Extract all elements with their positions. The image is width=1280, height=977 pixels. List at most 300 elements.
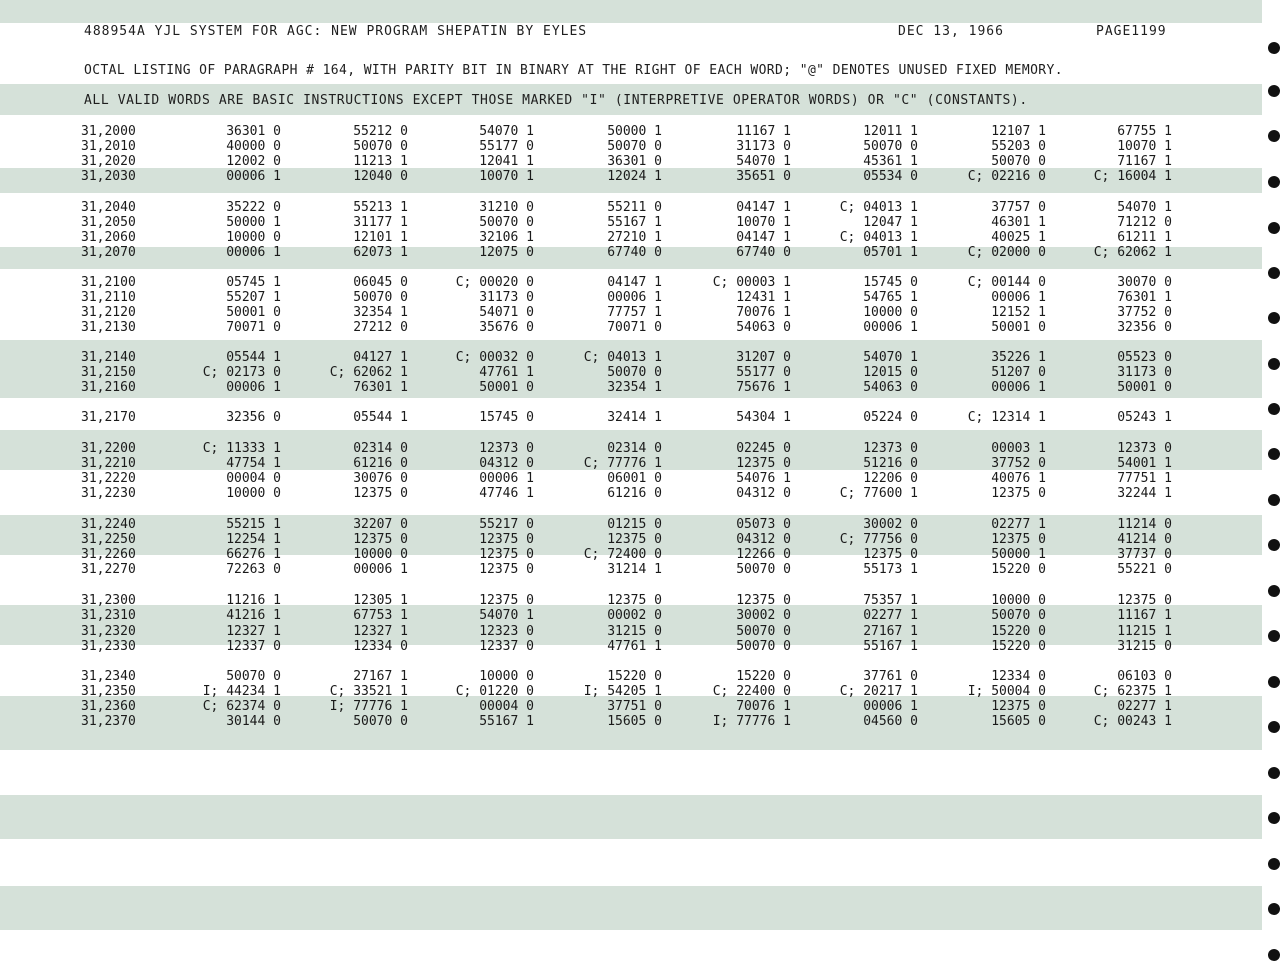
octal-word: 40076 1	[991, 471, 1046, 486]
octal-word: 11216 1	[226, 593, 281, 608]
octal-word: 00006 1	[226, 245, 281, 260]
octal-word: 10070 1	[479, 169, 534, 184]
octal-word: 00004 0	[226, 471, 281, 486]
octal-word: 50070 0	[736, 624, 791, 639]
octal-word: 00003 1	[991, 441, 1046, 456]
address: 31,2330	[81, 639, 136, 654]
octal-word: 12373 0	[863, 441, 918, 456]
octal-word: 71212 0	[1117, 215, 1172, 230]
listing-row	[0, 486, 1260, 501]
octal-word: 46301 1	[991, 215, 1046, 230]
octal-word: 41216 1	[226, 608, 281, 623]
octal-word: 00006 1	[991, 380, 1046, 395]
octal-word: C; 62374 0	[202, 699, 281, 714]
address: 31,2250	[81, 532, 136, 547]
octal-word: 10000 0	[991, 593, 1046, 608]
address: 31,2350	[81, 684, 136, 699]
octal-word: 00002 0	[607, 608, 662, 623]
address: 31,2140	[81, 350, 136, 365]
feed-hole	[1268, 267, 1280, 279]
octal-word: 50070 0	[479, 215, 534, 230]
feed-hole	[1268, 630, 1280, 642]
octal-word: 04127 1	[353, 350, 408, 365]
feed-hole	[1268, 812, 1280, 824]
octal-word: 72263 0	[226, 562, 281, 577]
octal-word: 54070 1	[479, 124, 534, 139]
octal-word: 12431 1	[736, 290, 791, 305]
address: 31,2130	[81, 320, 136, 335]
header-date: DEC 13, 1966	[898, 24, 1004, 39]
octal-word: 50001 0	[1117, 380, 1172, 395]
address: 31,2120	[81, 305, 136, 320]
address: 31,2170	[81, 410, 136, 425]
octal-word: 31173 0	[479, 290, 534, 305]
octal-word: 67753 1	[353, 608, 408, 623]
octal-word: 12375 0	[736, 593, 791, 608]
listing-row	[0, 320, 1260, 335]
address: 31,2150	[81, 365, 136, 380]
octal-word: 50001 0	[226, 305, 281, 320]
octal-word: 12101 1	[353, 230, 408, 245]
feed-hole	[1268, 130, 1280, 142]
octal-word: 12040 0	[353, 169, 408, 184]
octal-word: 10000 0	[479, 669, 534, 684]
octal-word: 54071 0	[479, 305, 534, 320]
octal-word: 55207 1	[226, 290, 281, 305]
octal-word: 32106 1	[479, 230, 534, 245]
octal-word: 31173 0	[736, 139, 791, 154]
octal-word: 50070 0	[736, 562, 791, 577]
address: 31,2000	[81, 124, 136, 139]
octal-word: 12011 1	[863, 124, 918, 139]
listing-row	[0, 714, 1260, 729]
octal-word: 00006 1	[607, 290, 662, 305]
octal-word: 50070 0	[353, 290, 408, 305]
octal-word: 47754 1	[226, 456, 281, 471]
octal-word: 06045 0	[353, 275, 408, 290]
octal-word: 12375 0	[353, 486, 408, 501]
octal-word: 12375 0	[607, 532, 662, 547]
octal-word: 54070 1	[479, 608, 534, 623]
octal-word: 12327 1	[353, 624, 408, 639]
octal-word: 70071 0	[226, 320, 281, 335]
octal-word: C; 11333 1	[202, 441, 281, 456]
listing-row	[0, 124, 1260, 139]
octal-word: 11214 0	[1117, 517, 1172, 532]
octal-word: 55167 1	[479, 714, 534, 729]
octal-word: 67740 0	[736, 245, 791, 260]
octal-word: 55221 0	[1117, 562, 1172, 577]
octal-word: 06001 0	[607, 471, 662, 486]
octal-word: 11215 1	[1117, 624, 1172, 639]
address: 31,2320	[81, 624, 136, 639]
listing-row	[0, 305, 1260, 320]
octal-word: 11167 1	[736, 124, 791, 139]
octal-word: 31177 1	[353, 215, 408, 230]
octal-word: 50070 0	[607, 139, 662, 154]
octal-word: 50000 1	[991, 547, 1046, 562]
octal-word: 27212 0	[353, 320, 408, 335]
paper-band	[0, 886, 1262, 930]
octal-word: 61216 0	[607, 486, 662, 501]
octal-word: 32356 0	[1117, 320, 1172, 335]
octal-word: 37752 0	[991, 456, 1046, 471]
octal-word: C; 62375 1	[1093, 684, 1172, 699]
octal-word: 00006 1	[479, 471, 534, 486]
listing-row	[0, 608, 1260, 623]
octal-word: 47761 1	[607, 639, 662, 654]
octal-word: I; 50004 0	[967, 684, 1046, 699]
octal-word: 05243 1	[1117, 410, 1172, 425]
octal-word: C; 00032 0	[455, 350, 534, 365]
feed-hole	[1268, 448, 1280, 460]
octal-word: 02277 1	[991, 517, 1046, 532]
octal-word: C; 04013 1	[583, 350, 662, 365]
octal-word: 12337 0	[226, 639, 281, 654]
octal-word: 55167 1	[607, 215, 662, 230]
octal-word: 12015 0	[863, 365, 918, 380]
feed-hole	[1268, 903, 1280, 915]
octal-word: 10070 1	[1117, 139, 1172, 154]
listing-row	[0, 639, 1260, 654]
octal-word: 35222 0	[226, 200, 281, 215]
octal-word: 06103 0	[1117, 669, 1172, 684]
octal-word: 76301 1	[353, 380, 408, 395]
octal-word: 02314 0	[353, 441, 408, 456]
address: 31,2050	[81, 215, 136, 230]
address: 31,2300	[81, 593, 136, 608]
octal-word: 77751 1	[1117, 471, 1172, 486]
octal-word: 31210 0	[479, 200, 534, 215]
address: 31,2260	[81, 547, 136, 562]
octal-word: C; 04013 1	[839, 200, 918, 215]
address: 31,2200	[81, 441, 136, 456]
octal-word: 54076 1	[736, 471, 791, 486]
octal-word: 05523 0	[1117, 350, 1172, 365]
octal-word: 32354 1	[607, 380, 662, 395]
listing-row	[0, 547, 1260, 562]
address: 31,2310	[81, 608, 136, 623]
octal-word: 50070 0	[736, 639, 791, 654]
octal-word: 51207 0	[991, 365, 1046, 380]
octal-word: 10000 0	[353, 547, 408, 562]
octal-word: 55203 0	[991, 139, 1046, 154]
octal-word: C; 00003 1	[712, 275, 791, 290]
octal-word: 02277 1	[1117, 699, 1172, 714]
feed-hole	[1268, 176, 1280, 188]
octal-word: C; 02173 0	[202, 365, 281, 380]
octal-word: 55217 0	[479, 517, 534, 532]
address: 31,2360	[81, 699, 136, 714]
octal-word: 31215 0	[1117, 639, 1172, 654]
octal-word: 12375 0	[1117, 593, 1172, 608]
octal-word: 12375 0	[353, 532, 408, 547]
octal-word: 50001 0	[991, 320, 1046, 335]
octal-word: 12107 1	[991, 124, 1046, 139]
feed-hole	[1268, 494, 1280, 506]
octal-word: I; 77776 1	[329, 699, 408, 714]
octal-word: 61211 1	[1117, 230, 1172, 245]
listing-row	[0, 139, 1260, 154]
octal-word: 12375 0	[479, 532, 534, 547]
octal-word: 76301 1	[1117, 290, 1172, 305]
octal-word: 12375 0	[607, 593, 662, 608]
octal-word: 40000 0	[226, 139, 281, 154]
listing-row	[0, 471, 1260, 486]
octal-word: 04312 0	[479, 456, 534, 471]
octal-word: 70071 0	[607, 320, 662, 335]
octal-word: 30144 0	[226, 714, 281, 729]
octal-word: 10000 0	[226, 486, 281, 501]
octal-word: 04147 1	[736, 200, 791, 215]
octal-word: 12152 1	[991, 305, 1046, 320]
octal-word: 50000 1	[226, 215, 281, 230]
octal-word: I; 77776 1	[712, 714, 791, 729]
listing-row	[0, 275, 1260, 290]
octal-word: 50070 0	[353, 714, 408, 729]
octal-word: 12075 0	[479, 245, 534, 260]
octal-word: 10070 1	[736, 215, 791, 230]
octal-word: 32414 1	[607, 410, 662, 425]
octal-word: 62073 1	[353, 245, 408, 260]
octal-word: 75676 1	[736, 380, 791, 395]
octal-word: 00006 1	[863, 320, 918, 335]
octal-word: 55213 1	[353, 200, 408, 215]
listing-row	[0, 230, 1260, 245]
feed-hole	[1268, 767, 1280, 779]
octal-word: 37737 0	[1117, 547, 1172, 562]
description-line-2: ALL VALID WORDS ARE BASIC INSTRUCTIONS EXCEPT THOSE MARKED "I" (INTERPRETIVE OPERATOR WORDS) OR "C" (CONSTANTS).	[84, 93, 1028, 108]
feed-hole	[1268, 222, 1280, 234]
feed-hole	[1268, 676, 1280, 688]
octal-word: 50070 0	[863, 139, 918, 154]
octal-word: 12337 0	[479, 639, 534, 654]
octal-word: 15605 0	[607, 714, 662, 729]
octal-word: 05544 1	[353, 410, 408, 425]
listing-row	[0, 669, 1260, 684]
octal-word: 04312 0	[736, 486, 791, 501]
listing-row	[0, 215, 1260, 230]
octal-word: C; 01220 0	[455, 684, 534, 699]
octal-word: 35676 0	[479, 320, 534, 335]
address: 31,2110	[81, 290, 136, 305]
octal-word: 05701 1	[863, 245, 918, 260]
octal-word: 00006 1	[991, 290, 1046, 305]
address: 31,2210	[81, 456, 136, 471]
octal-word: 77757 1	[607, 305, 662, 320]
octal-word: 30076 0	[353, 471, 408, 486]
listing-row	[0, 532, 1260, 547]
octal-word: 05745 1	[226, 275, 281, 290]
listing-row	[0, 169, 1260, 184]
octal-word: 32244 1	[1117, 486, 1172, 501]
feed-hole	[1268, 42, 1280, 54]
address: 31,2070	[81, 245, 136, 260]
octal-word: 12334 0	[353, 639, 408, 654]
octal-word: 47761 1	[479, 365, 534, 380]
octal-word: 37761 0	[863, 669, 918, 684]
octal-word: 12305 1	[353, 593, 408, 608]
listing-row	[0, 365, 1260, 380]
octal-word: 61216 0	[353, 456, 408, 471]
octal-word: 50070 0	[607, 365, 662, 380]
octal-word: 32207 0	[353, 517, 408, 532]
octal-word: C; 62062 1	[1093, 245, 1172, 260]
octal-word: 05224 0	[863, 410, 918, 425]
octal-word: 12024 1	[607, 169, 662, 184]
octal-word: C; 00144 0	[967, 275, 1046, 290]
octal-word: 54304 1	[736, 410, 791, 425]
listing-row	[0, 517, 1260, 532]
octal-word: C; 62062 1	[329, 365, 408, 380]
listing-row	[0, 456, 1260, 471]
address: 31,2010	[81, 139, 136, 154]
octal-word: 35651 0	[736, 169, 791, 184]
octal-word: 66276 1	[226, 547, 281, 562]
listing-row	[0, 441, 1260, 456]
octal-word: 05544 1	[226, 350, 281, 365]
octal-word: 12373 0	[479, 441, 534, 456]
feed-hole	[1268, 358, 1280, 370]
octal-word: 15745 0	[479, 410, 534, 425]
octal-word: 55212 0	[353, 124, 408, 139]
octal-word: 12375 0	[479, 593, 534, 608]
octal-word: 12375 0	[479, 562, 534, 577]
address: 31,2020	[81, 154, 136, 169]
address: 31,2370	[81, 714, 136, 729]
octal-word: 75357 1	[863, 593, 918, 608]
octal-word: 32356 0	[226, 410, 281, 425]
octal-word: C; 00243 1	[1093, 714, 1172, 729]
octal-word: 45361 1	[863, 154, 918, 169]
octal-word: 00004 0	[479, 699, 534, 714]
octal-word: C; 04013 1	[839, 230, 918, 245]
octal-word: 00006 1	[863, 699, 918, 714]
octal-word: 41214 0	[1117, 532, 1172, 547]
octal-word: C; 00020 0	[455, 275, 534, 290]
octal-word: 00006 1	[353, 562, 408, 577]
octal-word: 02277 1	[863, 608, 918, 623]
feed-hole	[1268, 85, 1280, 97]
octal-word: 12375 0	[991, 699, 1046, 714]
octal-word: 50070 0	[991, 154, 1046, 169]
octal-word: 55177 0	[736, 365, 791, 380]
octal-word: 11213 1	[353, 154, 408, 169]
octal-word: 32354 1	[353, 305, 408, 320]
octal-word: 27210 1	[607, 230, 662, 245]
octal-word: 15745 0	[863, 275, 918, 290]
octal-word: 12327 1	[226, 624, 281, 639]
octal-word: 05073 0	[736, 517, 791, 532]
octal-word: 54070 1	[1117, 200, 1172, 215]
octal-word: 12254 1	[226, 532, 281, 547]
octal-word: C; 16004 1	[1093, 169, 1172, 184]
octal-word: 55215 1	[226, 517, 281, 532]
octal-word: 35226 1	[991, 350, 1046, 365]
octal-word: 12373 0	[1117, 441, 1172, 456]
octal-word: 12375 0	[991, 532, 1046, 547]
octal-word: 15220 0	[991, 562, 1046, 577]
octal-word: 30002 0	[736, 608, 791, 623]
address: 31,2100	[81, 275, 136, 290]
listing-row	[0, 562, 1260, 577]
octal-word: 31214 1	[607, 562, 662, 577]
octal-word: 00006 1	[226, 380, 281, 395]
octal-word: 31215 0	[607, 624, 662, 639]
octal-word: 31173 0	[1117, 365, 1172, 380]
octal-word: 36301 0	[226, 124, 281, 139]
octal-word: I; 54205 1	[583, 684, 662, 699]
description-line-1: OCTAL LISTING OF PARAGRAPH # 164, WITH PARITY BIT IN BINARY AT THE RIGHT OF EACH WORD; "@" DENOTES UNUSED FIXED MEMORY.	[84, 63, 1063, 78]
octal-word: 00006 1	[226, 169, 281, 184]
octal-word: 54063 0	[736, 320, 791, 335]
octal-word: 04560 0	[863, 714, 918, 729]
address: 31,2340	[81, 669, 136, 684]
octal-word: 30002 0	[863, 517, 918, 532]
octal-word: C; 77776 1	[583, 456, 662, 471]
octal-word: 50070 0	[991, 608, 1046, 623]
octal-word: 15220 0	[607, 669, 662, 684]
octal-word: 12047 1	[863, 215, 918, 230]
octal-word: 12206 0	[863, 471, 918, 486]
octal-word: 55173 1	[863, 562, 918, 577]
octal-word: 12002 0	[226, 154, 281, 169]
octal-word: C; 72400 0	[583, 547, 662, 562]
listing-row	[0, 699, 1260, 714]
octal-word: 54070 1	[736, 154, 791, 169]
octal-word: 54063 0	[863, 380, 918, 395]
octal-word: 05534 0	[863, 169, 918, 184]
octal-word: 02245 0	[736, 441, 791, 456]
octal-word: 50070 0	[353, 139, 408, 154]
octal-word: 15605 0	[991, 714, 1046, 729]
address: 31,2030	[81, 169, 136, 184]
header-page: PAGE1199	[1096, 24, 1167, 39]
feed-hole	[1268, 403, 1280, 415]
octal-word: 12375 0	[736, 456, 791, 471]
feed-hole	[1268, 585, 1280, 597]
octal-word: 70076 1	[736, 699, 791, 714]
octal-word: C; 22400 0	[712, 684, 791, 699]
address: 31,2060	[81, 230, 136, 245]
octal-word: 04147 1	[736, 230, 791, 245]
octal-word: 31207 0	[736, 350, 791, 365]
listing-row	[0, 154, 1260, 169]
address: 31,2240	[81, 517, 136, 532]
octal-word: 04312 0	[736, 532, 791, 547]
paper-band	[0, 0, 1262, 23]
octal-word: 37757 0	[991, 200, 1046, 215]
address: 31,2270	[81, 562, 136, 577]
octal-word: 15220 0	[736, 669, 791, 684]
header-title: 488954A YJL SYSTEM FOR AGC: NEW PROGRAM SHEPATIN BY EYLES	[84, 24, 588, 39]
listing-row	[0, 684, 1260, 699]
octal-word: 54001 1	[1117, 456, 1172, 471]
listing-row	[0, 410, 1260, 425]
octal-word: C; 33521 1	[329, 684, 408, 699]
address: 31,2230	[81, 486, 136, 501]
octal-word: 10000 0	[226, 230, 281, 245]
octal-word: 55177 0	[479, 139, 534, 154]
octal-word: 37751 0	[607, 699, 662, 714]
octal-word: C; 20217 1	[839, 684, 918, 699]
octal-word: 27167 1	[863, 624, 918, 639]
octal-word: 27167 1	[353, 669, 408, 684]
octal-word: 71167 1	[1117, 154, 1172, 169]
octal-word: 70076 1	[736, 305, 791, 320]
octal-word: 12323 0	[479, 624, 534, 639]
address: 31,2040	[81, 200, 136, 215]
